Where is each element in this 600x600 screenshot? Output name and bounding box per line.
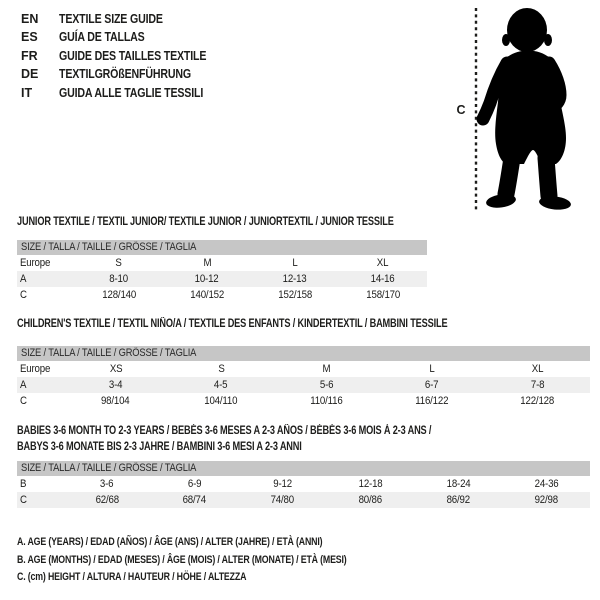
- value-cell: 10-12: [195, 273, 219, 285]
- babies-table-title: BABIES 3-6 MONTH TO 2-3 YEARS / BEBÉS 3-6 MESES A 2-3 AÑOS / BÉBÉS 3-6 MOIS À 2-3 ANS / BABYS 3-6 MONATE BIS 2-3 JAHRE / BAMBINI 3-6 MESI A 2-3 ANNI: [17, 425, 432, 453]
- row-label-cell: C: [20, 395, 27, 407]
- baby-silhouette-icon: [450, 0, 600, 215]
- language-row-de: [21, 65, 232, 83]
- row-label-cell: B: [20, 478, 27, 490]
- value-cell: 14-16: [371, 273, 395, 285]
- value-cell: 3-6: [100, 478, 114, 490]
- size-header-band: SIZE / TALLA / TAILLE / GRÖSSE / TAGLIA: [17, 461, 590, 476]
- junior-table-title: JUNIOR TEXTILE / TEXTIL JUNIOR/ TEXTILE JUNIOR / JUNIORTEXTIL / JUNIOR TESSILE: [17, 216, 394, 228]
- value-cell: 104/110: [204, 395, 238, 407]
- language-row-en: [21, 10, 232, 28]
- children-size-table: [17, 346, 590, 409]
- footnote-a: A. AGE (YEARS) / EDAD (AÑOS) / ÂGE (ANS) / ALTER (JAHRE) / ETÀ (ANNI): [17, 536, 323, 548]
- value-cell: 62/68: [95, 494, 119, 506]
- language-row-it: [21, 84, 232, 102]
- language-row-fr: [21, 47, 232, 65]
- value-cell: 152/158: [278, 289, 312, 301]
- value-cell: 6-9: [187, 478, 202, 490]
- value-cell: 140/152: [190, 289, 224, 301]
- value-cell: 5-6: [319, 379, 334, 391]
- language-code: IT: [21, 85, 33, 100]
- table-row-age: [17, 271, 427, 287]
- value-cell: 18-24: [446, 478, 471, 490]
- size-cell: M: [203, 257, 211, 269]
- height-measure-label: C: [456, 103, 466, 117]
- size-header-band: SIZE / TALLA / TAILLE / GRÖSSE / TAGLIA: [17, 346, 590, 361]
- size-cell: S: [217, 363, 225, 375]
- value-cell: 12-18: [358, 478, 383, 490]
- value-cell: 7-8: [530, 379, 545, 391]
- value-cell: 3-4: [108, 379, 123, 391]
- table-row-height: [17, 287, 427, 303]
- size-cell: S: [115, 257, 123, 269]
- value-cell: 80/86: [358, 494, 383, 506]
- value-cell: 128/140: [102, 289, 136, 301]
- value-cell: 116/122: [415, 395, 449, 407]
- table-row-height: [17, 393, 590, 409]
- size-cell: XL: [377, 257, 389, 269]
- table-row-sizes: [17, 255, 427, 271]
- baby-figure: [450, 0, 600, 215]
- size-cell: XL: [531, 363, 544, 375]
- junior-size-table: [17, 240, 427, 303]
- footnote-b: B. AGE (MONTHS) / EDAD (MESES) / ÂGE (MOIS) / ALTER (MONATE) / ETÀ (MESI): [17, 553, 347, 566]
- language-title: GUIDE DES TAILLES TEXTILE: [59, 48, 207, 63]
- language-title: TEXTILGRÖßENFÜHRUNG: [59, 67, 191, 82]
- size-cell: L: [292, 257, 298, 269]
- table-row-age-months: [17, 476, 590, 492]
- row-label-cell: C: [20, 289, 27, 301]
- language-code: ES: [21, 30, 38, 45]
- language-code: DE: [21, 67, 39, 82]
- value-cell: 6-7: [425, 379, 439, 391]
- language-code: EN: [21, 12, 39, 26]
- language-title: TEXTILE SIZE GUIDE: [59, 12, 163, 26]
- baby-silhouette-shape: [483, 8, 572, 211]
- value-cell: 68/74: [183, 494, 207, 506]
- value-cell: 24-36: [534, 478, 559, 490]
- size-cell: XS: [109, 363, 122, 375]
- language-code: FR: [21, 48, 38, 63]
- size-cell: L: [429, 363, 435, 375]
- value-cell: 9-12: [273, 478, 292, 490]
- footnote-c: C. (cm) HEIGHT / ALTURA / HAUTEUR / HÖHE / ALTEZZA: [17, 571, 247, 584]
- row-label-cell: Europe: [20, 257, 51, 269]
- footnotes: [17, 534, 429, 587]
- size-cell: M: [322, 363, 331, 375]
- value-cell: 8-10: [109, 273, 129, 285]
- value-cell: 4-5: [214, 379, 228, 391]
- size-header-band: SIZE / TALLA / TAILLE / GRÖSSE / TAGLIA: [17, 240, 427, 255]
- value-cell: 12-13: [283, 273, 307, 285]
- value-cell: 92/98: [534, 494, 558, 506]
- value-cell: 122/128: [520, 395, 555, 407]
- table-row-sizes: [17, 361, 590, 377]
- row-label-cell: A: [20, 379, 27, 391]
- row-label-cell: Europe: [20, 363, 51, 375]
- row-label-cell: A: [20, 273, 27, 285]
- value-cell: 110/116: [310, 395, 343, 407]
- row-label-cell: C: [20, 494, 27, 506]
- value-cell: 86/92: [446, 494, 470, 506]
- value-cell: 74/80: [270, 494, 295, 506]
- babies-size-table: [17, 461, 590, 508]
- language-title: GUIDA ALLE TAGLIE TESSILI: [59, 85, 204, 100]
- table-row-height: [17, 492, 590, 508]
- value-cell: 158/170: [366, 289, 400, 301]
- children-table-title: CHILDREN'S TEXTILE / TEXTIL NIÑO/A / TEXTILE DES ENFANTS / KINDERTEXTIL / BAMBINI TESSILE: [17, 318, 448, 330]
- language-row-es: [21, 28, 232, 46]
- language-title: GUÍA DE TALLAS: [59, 30, 145, 45]
- table-row-age: [17, 377, 590, 393]
- value-cell: 98/104: [101, 395, 130, 407]
- language-legend: [21, 10, 232, 102]
